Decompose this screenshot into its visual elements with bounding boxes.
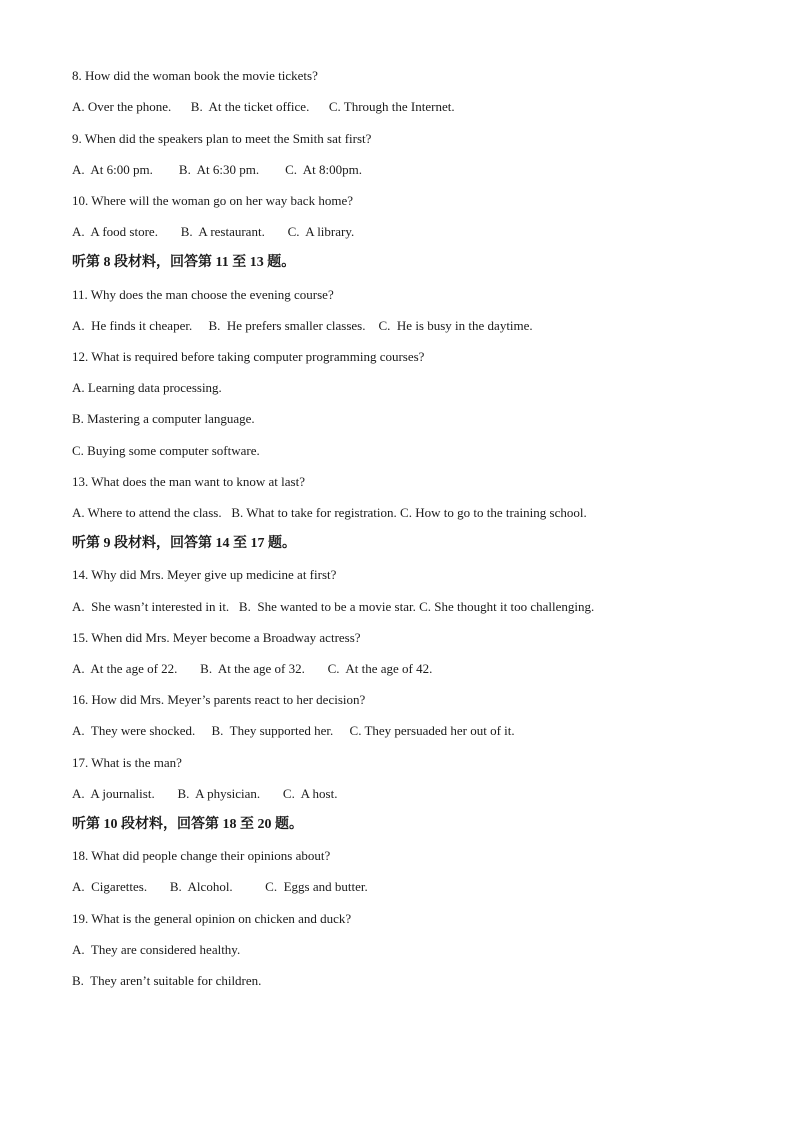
options-line: A. A journalist. B. A physician. C. A host. [72, 786, 338, 801]
question-line: 13. What does the man want to know at last? [72, 474, 305, 489]
options-line: B. Mastering a computer language. [72, 411, 255, 426]
options-line: A. They were shocked. B. They supported her. C. They persuaded her out of it. [72, 723, 515, 738]
question-line: 11. Why does the man choose the evening course? [72, 287, 334, 302]
section-heading: 听第 8 段材料，回答第 11 至 13 题。 [72, 255, 296, 270]
options-line: A. Where to attend the class. B. What to take for registration. C. How to go to the training school. [72, 505, 587, 520]
options-line: A. At 6:00 pm. B. At 6:30 pm. C. At 8:00pm. [72, 162, 362, 177]
section-heading: 听第 10 段材料，回答第 18 至 20 题。 [72, 817, 303, 832]
question-line: 18. What did people change their opinions about? [72, 848, 331, 863]
question-line: 15. When did Mrs. Meyer become a Broadway actress? [72, 630, 361, 645]
options-line: A. A food store. B. A restaurant. C. A library. [72, 224, 355, 239]
options-line: A. He finds it cheaper. B. He prefers smaller classes. C. He is busy in the daytime. [72, 318, 533, 333]
question-line: 9. When did the speakers plan to meet the Smith sat first? [72, 131, 372, 146]
question-line: 16. How did Mrs. Meyer’s parents react to her decision? [72, 692, 366, 707]
question-line: 14. Why did Mrs. Meyer give up medicine at first? [72, 567, 337, 582]
options-line: A. Over the phone. B. At the ticket office. C. Through the Internet. [72, 99, 455, 114]
options-line: B. They aren’t suitable for children. [72, 973, 262, 988]
question-line: 12. What is required before taking computer programming courses? [72, 349, 425, 364]
section-heading: 听第 9 段材料，回答第 14 至 17 题。 [72, 536, 296, 551]
options-line: A. Learning data processing. [72, 380, 222, 395]
options-line: A. At the age of 22. B. At the age of 32. C. At the age of 42. [72, 661, 433, 676]
options-line: A. They are considered healthy. [72, 942, 241, 957]
question-line: 17. What is the man? [72, 755, 182, 770]
question-line: 10. Where will the woman go on her way back home? [72, 193, 353, 208]
options-line: C. Buying some computer software. [72, 443, 260, 458]
options-line: A. Cigarettes. B. Alcohol. C. Eggs and butter. [72, 879, 368, 894]
question-line: 8. How did the woman book the movie tickets? [72, 68, 318, 83]
options-line: A. She wasn’t interested in it. B. She wanted to be a movie star. C. She thought it too challenging. [72, 599, 595, 614]
question-line: 19. What is the general opinion on chicken and duck? [72, 911, 352, 926]
